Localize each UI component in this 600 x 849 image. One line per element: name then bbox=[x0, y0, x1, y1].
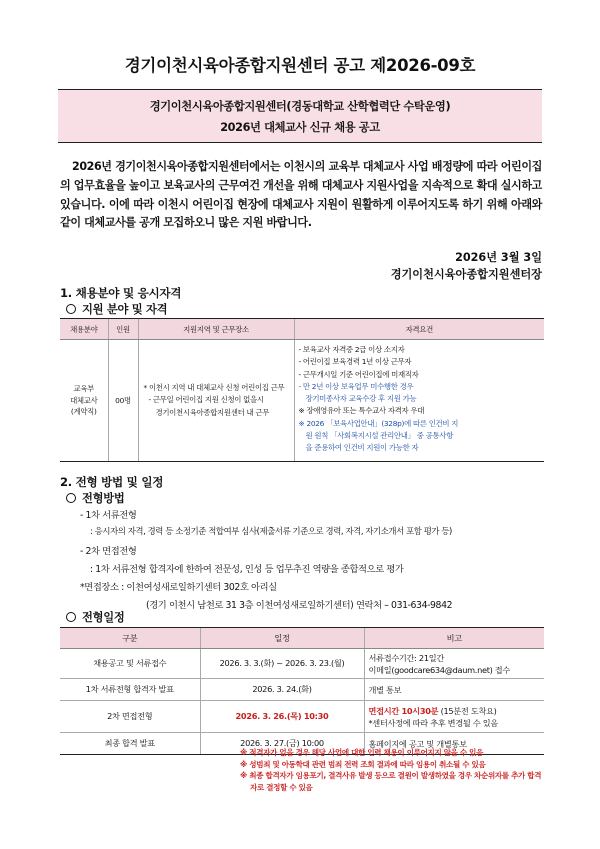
footnote: ※ 최종 합격자가 임용포기, 결격사유 발생 등으로 결원이 발생하였을 경우 차순위자를 추가 합격자로 결정할 수 있음 bbox=[240, 771, 542, 792]
date-cell: 2026. 3. 27.(금) 10:00 bbox=[200, 733, 364, 755]
intro-text: 2026년 경기이천시육아종합지원센터에서는 이천시의 교육부 대체교사 사업 배정량에 따라 어린이집의 업무효율을 높이고 보육교사의 근무여건 개선을 위해 대체교사 지원사업을 지속적으로 확대 실시하고 있습니다. 이에 따라 이천시 어린이집 현장에 대체교사 지원이 원활하게 이루어지도록 하기 위해 아래와 같이 대체교사를 공개 모집하오니 많은 지원 바랍니다. bbox=[60, 160, 542, 230]
requirement-line: ※ 장애영유아 또는 특수교사 자격자 우대 bbox=[298, 406, 425, 416]
table-row bbox=[60, 649, 544, 679]
note-line: *센터사정에 따라 추후 변경될 수 있음 bbox=[368, 717, 498, 728]
requirement-line: - 근무개시일 기준 어린이집에 미재직자 bbox=[298, 369, 419, 379]
table-header-cell: 인원 bbox=[108, 319, 138, 340]
note-line: 서류접수기간: 21일간 bbox=[368, 652, 444, 663]
date-cell: 2026. 3. 24.(화) bbox=[200, 679, 364, 701]
table-header-cell: 비고 bbox=[364, 628, 544, 649]
requirement-line: - 만 2년 이상 보육업무 미수행한 경우 bbox=[298, 381, 414, 391]
field-line: 대체교사 bbox=[70, 395, 98, 405]
note-line: (15분전 도착요) bbox=[438, 705, 497, 716]
schedule-table bbox=[60, 627, 544, 755]
method-subtitle-text: 전형방법 bbox=[82, 492, 125, 505]
note-line: 이메일(goodcare634@daum.net) 접수 bbox=[368, 664, 511, 675]
date-cell: 2026. 3. 26.(목) 10:30 bbox=[200, 701, 364, 733]
requirement-line: - 보육교사 자격증 2급 이상 소지자 bbox=[298, 345, 405, 354]
header-box bbox=[58, 89, 542, 143]
table-header-cell: 채용분야 bbox=[60, 319, 108, 340]
location-cell bbox=[138, 340, 294, 462]
circle-bullet-icon bbox=[66, 493, 76, 503]
table-row bbox=[60, 701, 544, 733]
method-line: (경기 이천시 남천로 31 3층 이천여성새로일하기센터) 연락처 – 031-634-9842 bbox=[146, 600, 453, 611]
circle-bullet-icon bbox=[66, 304, 76, 314]
location-line: * 이천시 지역 내 대체교사 신청 어린이집 근무 bbox=[143, 382, 285, 392]
notice-org: 경기이천시육아종합지원센터장 bbox=[390, 268, 542, 281]
interview-time-highlight: 면접시간 10시30분 bbox=[368, 705, 439, 716]
circle-bullet-icon bbox=[66, 612, 76, 622]
note-cell bbox=[364, 701, 544, 733]
notice-title: 경기이천시육아종합지원센터 공고 제2026-09호 bbox=[124, 56, 476, 75]
requirement-line: 장기미종사자 교육수강 후 지원 가능 bbox=[305, 394, 417, 404]
note-cell: 개별 통보 bbox=[364, 679, 544, 701]
table-header-row bbox=[60, 319, 544, 340]
method-line: - 1차 서류전형 bbox=[80, 510, 137, 521]
table-header-cell: 자격요건 bbox=[294, 319, 544, 340]
requirement-line: - 어린이집 보육경력 1년 이상 근무자 bbox=[298, 357, 412, 367]
qualification-table bbox=[60, 318, 544, 462]
method-line: - 2차 면접전형 bbox=[80, 546, 137, 557]
method-line: *면접장소 : 이천여성새로일하기센터 302호 아리실 bbox=[80, 582, 277, 593]
note-cell: 홈페이지에 공고 및 개별통보 bbox=[364, 733, 544, 755]
stage-cell: 1차 서류전형 합격자 발표 bbox=[60, 679, 200, 701]
count-cell: 00명 bbox=[108, 340, 138, 462]
table-header-cell: 구분 bbox=[60, 628, 200, 649]
date-cell: 2026. 3. 3.(화) ~ 2026. 3. 23.(월) bbox=[200, 649, 364, 679]
footnotes bbox=[240, 747, 544, 793]
table-header-cell: 일정 bbox=[200, 628, 364, 649]
schedule-subtitle bbox=[66, 609, 124, 625]
requirement-line: 을 준용하여 인건비 지원이 가능한 자 bbox=[305, 443, 419, 453]
field-line: (계약직) bbox=[70, 407, 97, 417]
header-line-2: 2026년 대체교사 신규 채용 공고 bbox=[220, 121, 380, 134]
intro-paragraph bbox=[60, 158, 542, 233]
location-line: - 근무일 어린이집 지원 신청이 없을시 bbox=[148, 395, 264, 405]
footnote: ※ 적격자가 없을 경우 해당 사업에 대한 인력 채용이 이루어지지 않을 수 있음 bbox=[240, 748, 484, 757]
stage-cell: 2차 면접전형 bbox=[60, 701, 200, 733]
location-line: 경기이천시육아종합지원센터 내 근무 bbox=[155, 407, 270, 417]
notice-date: 2026년 3월 3일 bbox=[455, 251, 542, 264]
note-cell bbox=[364, 649, 544, 679]
requirements-cell bbox=[294, 340, 544, 462]
stage-cell: 최종 합격 발표 bbox=[60, 733, 200, 755]
section1-title: 1. 채용분야 및 응시자격 bbox=[60, 286, 182, 300]
schedule-subtitle-text: 전형일정 bbox=[82, 611, 125, 624]
method-subtitle bbox=[66, 490, 124, 506]
method-line: : 응시자의 자격, 경력 등 소정기준 적합여부 심사(제출서류 기준으로 경력, 자격, 자기소개서 포함 평가 등) bbox=[90, 526, 452, 536]
requirement-line: ※ 2026 「보육사업안내」(328p)에 따른 인건비 지 bbox=[298, 418, 459, 428]
footnote: ※ 성범죄 및 아동학대 관련 범죄 전력 조회 결과에 따라 임용이 취소될 수 있음 bbox=[240, 759, 486, 769]
header-line-1: 경기이천시육아종합지원센터(경동대학교 산학협력단 수탁운영) bbox=[149, 100, 451, 113]
field-cell bbox=[60, 340, 108, 462]
table-row bbox=[60, 340, 544, 462]
section2-title: 2. 전형 방법 및 일정 bbox=[60, 475, 164, 489]
requirement-line: 원 원칙 「사회복지시설 관리안내」 중 공통사항 bbox=[305, 431, 454, 441]
field-line: 교육부 bbox=[73, 384, 95, 394]
section1-subtitle-text: 지원 분야 및 자격 bbox=[82, 303, 168, 316]
table-row bbox=[60, 679, 544, 701]
section1-subtitle bbox=[66, 301, 167, 317]
table-header-cell: 지원지역 및 근무장소 bbox=[138, 319, 294, 340]
table-header-row bbox=[60, 628, 544, 649]
stage-cell: 채용공고 및 서류접수 bbox=[60, 649, 200, 679]
method-line: : 1차 서류전형 합격자에 한하여 전문성, 인성 등 업무추진 역량을 종합적으로 평가 bbox=[90, 564, 404, 575]
